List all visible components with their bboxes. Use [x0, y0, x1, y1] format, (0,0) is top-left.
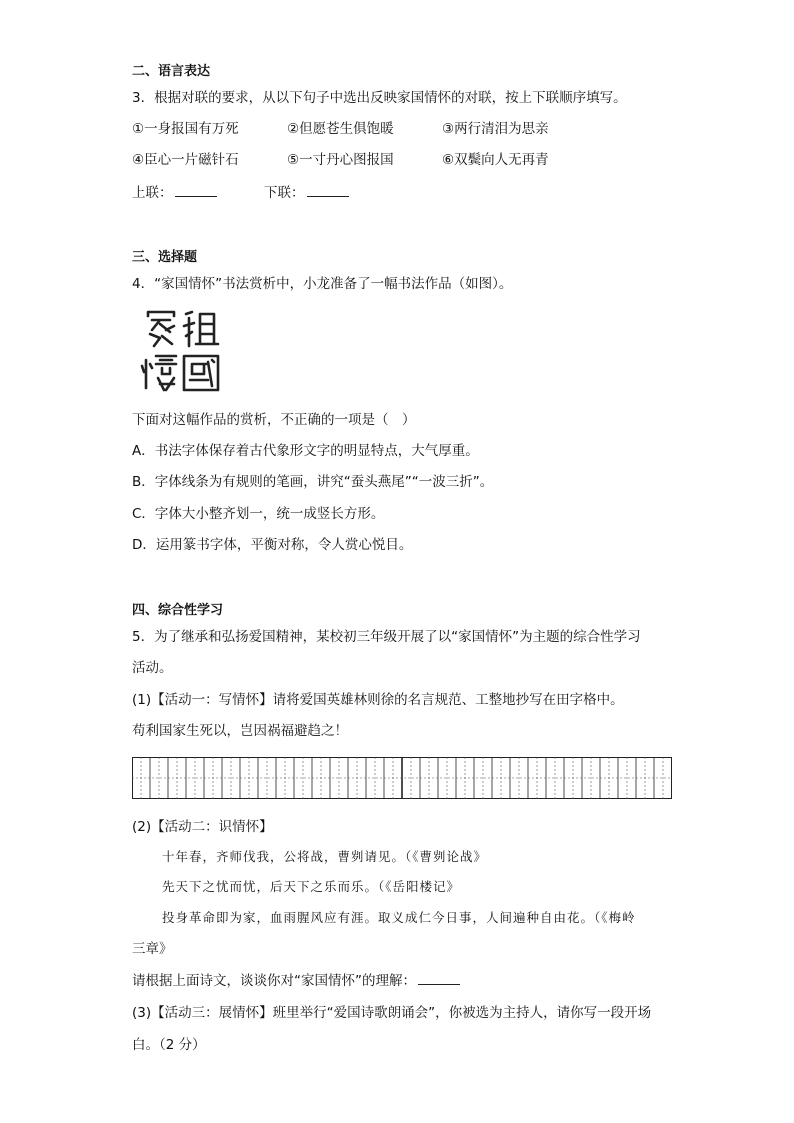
option-4: ④臣心一片磁针石 — [132, 152, 239, 168]
choice-d[interactable]: D．运用篆书字体，平衡对称，令人赏心悦目。 — [132, 537, 413, 553]
poem-line-3: 投身革命即为家，血雨腥风应有涯。取义成仁今日事，人间遍种自由花。（《梅岭 — [162, 910, 636, 925]
activity-2: (2)【活动二：识情怀】 — [132, 819, 273, 835]
lower-couplet-blank[interactable] — [307, 183, 349, 197]
upper-couplet-field[interactable] — [132, 183, 217, 202]
option-6: ⑥双鬓向人无再青 — [442, 152, 549, 168]
activity-1: (1)【活动一：写情怀】请将爱国英雄林则徐的名言规范、工整地抄写在田字格中。 — [132, 692, 624, 708]
activity-2-prompt-field[interactable] — [132, 971, 460, 990]
tianzige-writing-grid[interactable] — [132, 757, 672, 799]
lower-couplet-field[interactable] — [264, 183, 349, 202]
poem-line-3-cont: 三章》 — [132, 941, 173, 957]
upper-couplet-label: 上联： — [132, 185, 173, 201]
option-3: ③两行清泪为思亲 — [442, 121, 549, 137]
question-3: 3．根据对联的要求，从以下句子中选出反映家国情怀的对联，按上下联顺序填写。 — [132, 90, 627, 106]
choice-a[interactable]: A．书法字体保存着古代象形文字的明显特点，大气厚重。 — [132, 443, 479, 459]
section-heading-choice: 三、选择题 — [132, 250, 198, 265]
question-4: 4．“家国情怀”书法赏析中，小龙准备了一幅书法作品（如图）。 — [132, 276, 513, 292]
activity-2-prompt: 请根据上面诗文，谈谈你对“家国情怀”的理解： — [132, 973, 416, 989]
choice-c[interactable]: C．字体大小整齐划一，统一成竖长方形。 — [132, 506, 385, 522]
option-2: ②但愿苍生俱饱暖 — [287, 121, 394, 137]
question-5-line2: 活动。 — [132, 660, 173, 676]
lower-couplet-label: 下联： — [264, 185, 305, 201]
option-1: ①一身报国有万死 — [132, 121, 239, 137]
upper-couplet-blank[interactable] — [175, 183, 217, 197]
poem-line-1: 十年春，齐师伐我，公将战，曹刿请见。（《曹刿论战》 — [162, 849, 488, 864]
seal-script-calligraphy-image — [140, 308, 222, 394]
activity-2-answer-blank[interactable] — [418, 971, 460, 985]
activity-3-line2: 白。（2 分） — [132, 1037, 206, 1053]
question-4-prompt: 下面对这幅作品的赏析，不正确的一项是（ ） — [132, 412, 416, 428]
question-5-line1: 5．为了继承和弘扬爱国精神，某校初三年级开展了以“家国情怀”为主题的综合性学习 — [132, 629, 641, 645]
section-heading-comprehensive: 四、综合性学习 — [132, 603, 224, 618]
choice-b[interactable]: B．字体线条为有规则的笔画，讲究“蚕头燕尾”“一波三折”。 — [132, 474, 494, 490]
lin-zexu-quote: 苟利国家生死以，岂因祸福避趋之！ — [132, 723, 348, 739]
activity-3-line1: (3)【活动三：展情怀】班里举行“爱国诗歌朗诵会”，你被选为主持人，请你写一段开场 — [132, 1005, 652, 1021]
section-heading-language: 二、语言表达 — [132, 64, 211, 79]
option-5: ⑤一寸丹心图报国 — [287, 152, 394, 168]
poem-line-2: 先天下之忧而忧，后天下之乐而乐。（《岳阳楼记》 — [162, 879, 461, 894]
